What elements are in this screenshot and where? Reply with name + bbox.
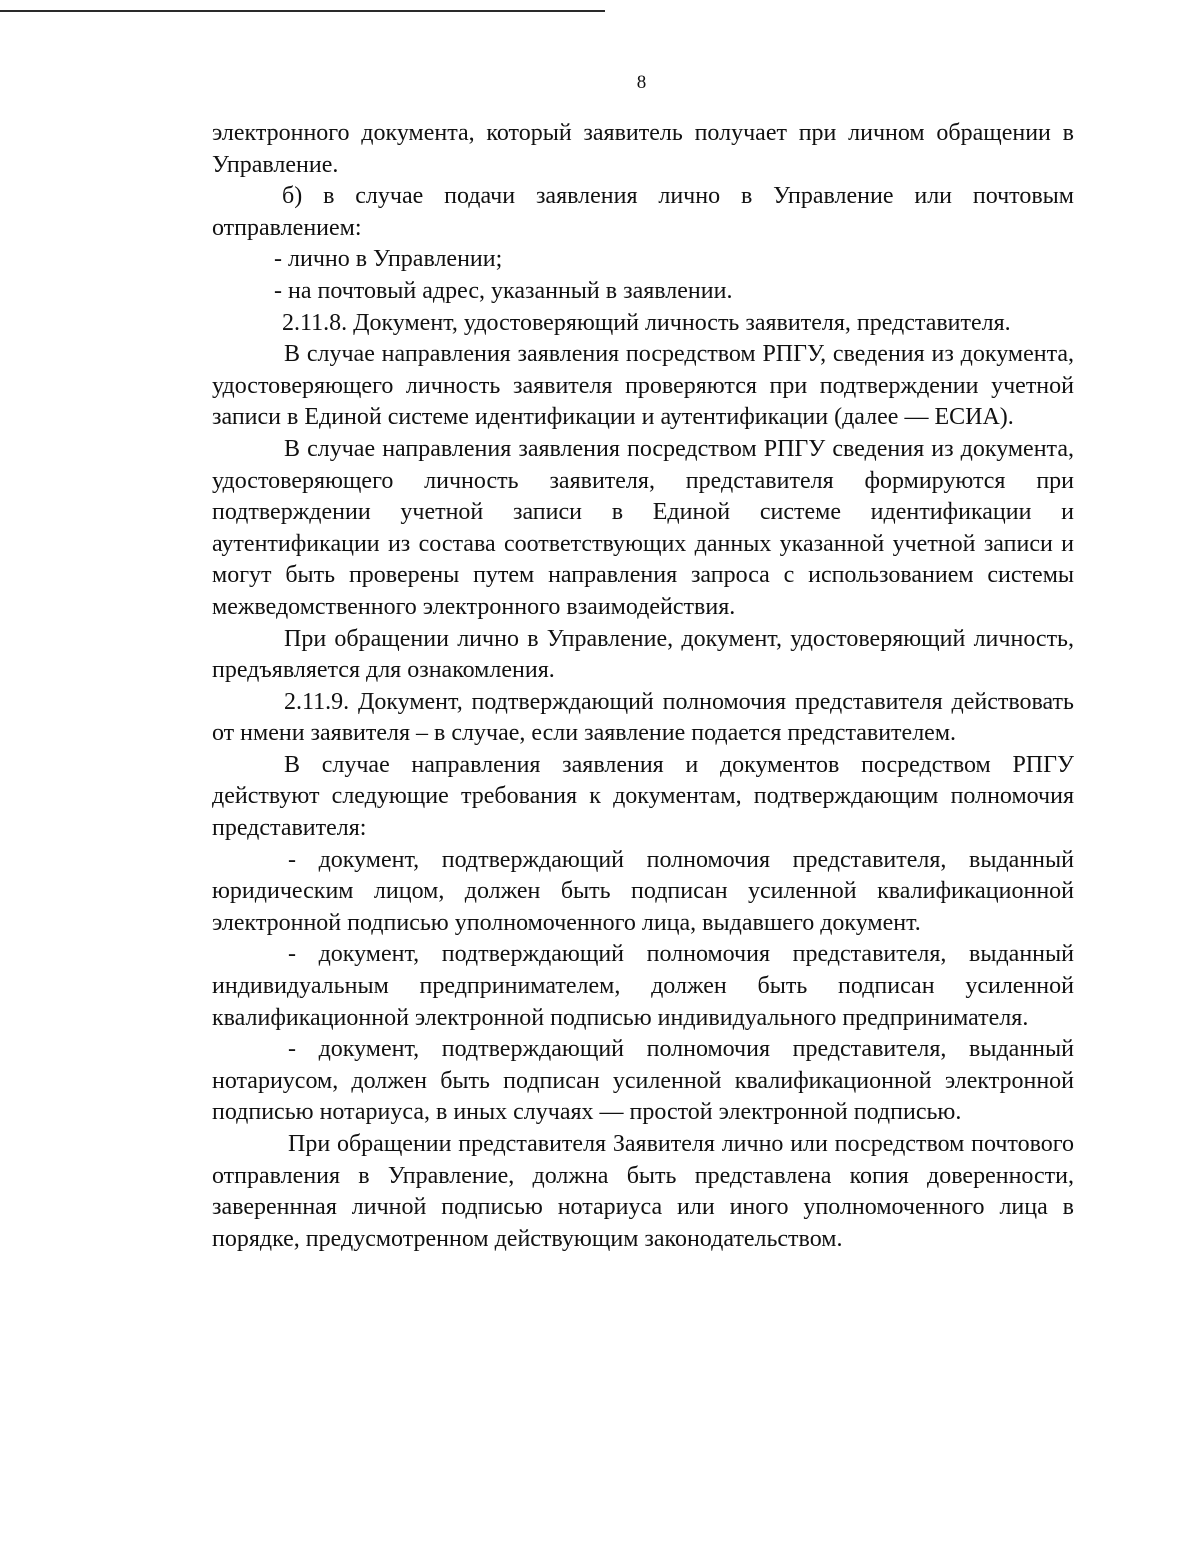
- list-item-notary: - документ, подтверждающий полномочия представителя, выданный нотариусом, должен быть подписан усиленной квалификационной электронной подписью нотариуса, в иных случаях — простой электронной подписью.: [212, 1036, 1074, 1126]
- document-body: [212, 118, 1074, 1255]
- paragraph-in-person-id: При обращении лично в Управление, документ, удостоверяющий личность, предъявляется для ознакомления.: [212, 625, 1074, 684]
- list-item-postal-address: - на почтовый адрес, указанный в заявлении.: [274, 277, 733, 304]
- section-2-11-9-heading: 2.11.9. Документ, подтверждающий полномочия представителя действовать от нмени заявителя – в случае, если заявление подается представителем.: [212, 688, 1074, 747]
- scan-edge-line: [0, 10, 605, 12]
- list-item-legal-entity: - документ, подтверждающий полномочия представителя, выданный юридическим лицом, должен быть подписан усиленной квалификационной электронной подписью уполномоченного лица, выдавшего документ.: [212, 846, 1074, 936]
- page-number: 8: [636, 72, 647, 93]
- list-item-entrepreneur: - документ, подтверждающий полномочия представителя, выданный индивидуальным предпринимателем, должен быть подписан усиленной квалификационной электронной подписью индивидуального предпринимателя.: [212, 941, 1074, 1031]
- paragraph-power-of-attorney: При обращении представителя Заявителя лично или посредством почтового отправления в Управление, должна быть представлена копия доверенности, завереннная личной подписью нотариуса или иного уполномоченного лица в порядке, предусмотренном действующим законодательством.: [212, 1131, 1074, 1252]
- list-item-in-office: - лично в Управлении;: [274, 246, 503, 273]
- paragraph-rpgu-esia: В случае направления заявления посредством РПГУ, сведения из документа, удостоверяющего личность заявителя проверяются при подтверждении учетной записи в Единой системе идентификации и аутентификации (далее — ЕСИА).: [212, 341, 1074, 431]
- paragraph-continuation: электронного документа, который заявитель получает при личном обращении в Управление.: [212, 120, 1074, 178]
- section-2-11-8-heading: 2.11.8. Документ, удостоверяющий личность заявителя, представителя.: [282, 309, 1011, 336]
- paragraph-subitem-b: б) в случае подачи заявления лично в Управление или почтовым отправлением:: [212, 183, 1074, 241]
- paragraph-rpgu-requirements: В случае направления заявления и документов посредством РПГУ действуют следующие требования к документам, подтверждающим полномочия представителя:: [212, 751, 1074, 842]
- paragraph-rpgu-representative: В случае направления заявления посредством РПГУ сведения из документа, удостоверяющего личность заявителя, представителя формируются при подтверждении учетной записи в Единой системе идентификации и аутентификации из состава соответствующих данных указанной учетной записи и могут быть проверены путем направления запроса с использованием системы межведомственного электронного взаимодействия.: [212, 435, 1074, 620]
